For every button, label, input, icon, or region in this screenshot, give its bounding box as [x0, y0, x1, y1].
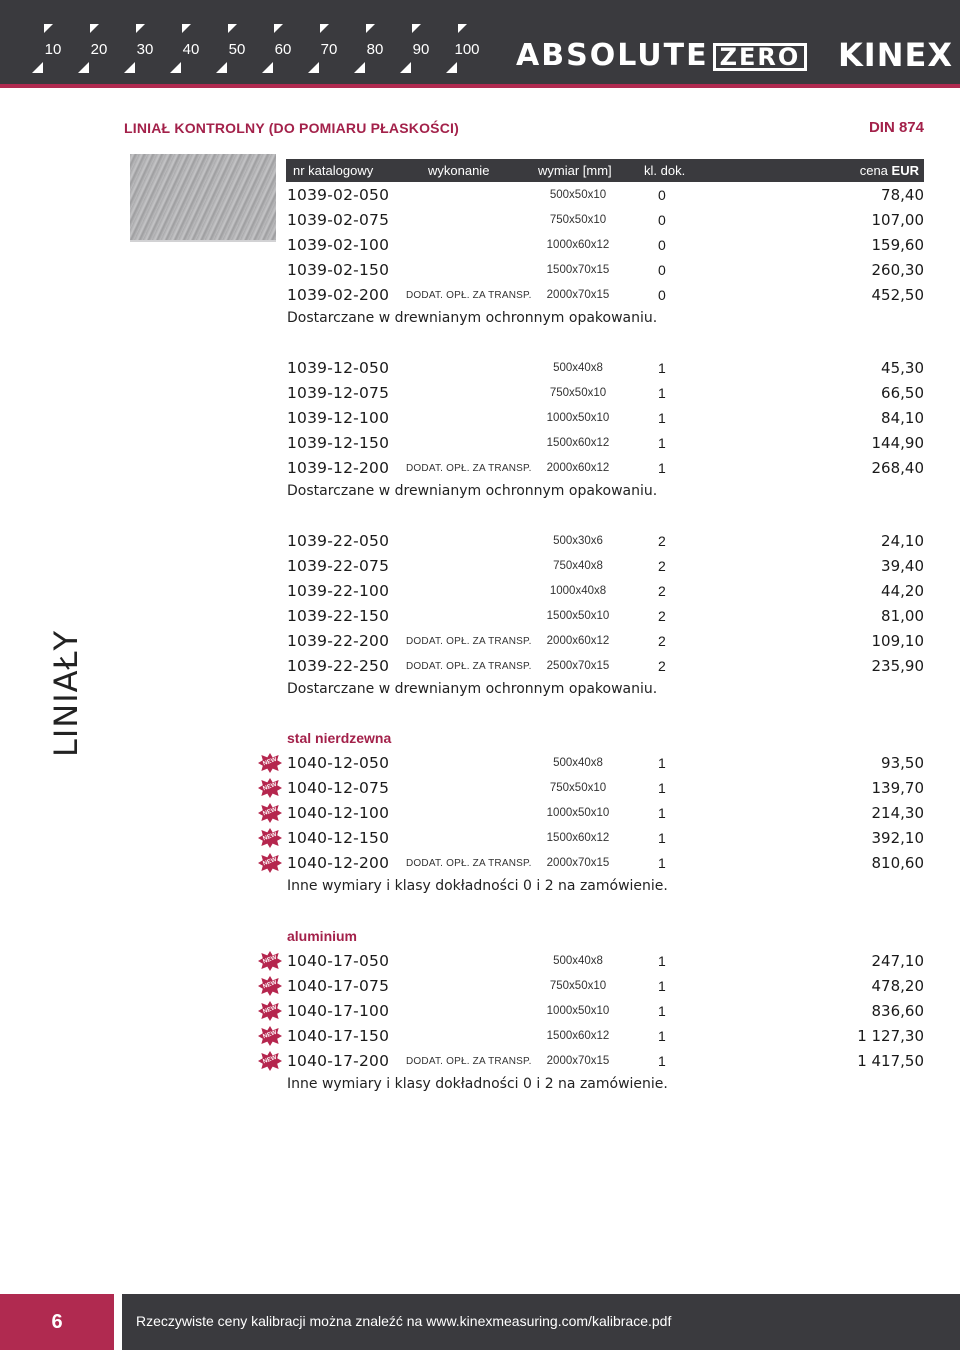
price: 478,20 — [871, 977, 924, 995]
accuracy-class: 0 — [658, 237, 666, 253]
standard-label: DIN 874 — [868, 119, 924, 136]
accuracy-class: 1 — [658, 780, 666, 796]
accuracy-class: 1 — [658, 410, 666, 426]
dimension: 500x40x8 — [553, 362, 603, 374]
price: 159,60 — [871, 236, 924, 254]
table-row — [286, 851, 924, 875]
dimension: 1500x60x12 — [546, 832, 610, 844]
dimension: 2000x70x15 — [546, 289, 610, 301]
execution-note: DODAT. OPŁ. ZA TRANSP. — [406, 463, 532, 474]
catalog-number: 1039-02-050 — [287, 186, 390, 204]
footer — [0, 1294, 960, 1350]
dimension: 1000x60x12 — [546, 239, 610, 251]
catalog-number: 1040-12-050 — [287, 754, 390, 772]
scale-tick — [306, 22, 352, 78]
scale-tick — [398, 22, 444, 78]
dimension: 2500x70x15 — [546, 660, 610, 672]
accuracy-class: 1 — [658, 1028, 666, 1044]
accuracy-class: 1 — [658, 978, 666, 994]
new-badge-label: NEW — [262, 831, 278, 843]
price: 78,40 — [881, 186, 924, 204]
table-row — [286, 1049, 924, 1073]
accuracy-class: 1 — [658, 460, 666, 476]
group-note: Dostarczane w drewnianym ochronnym opakowaniu. — [287, 483, 658, 499]
catalog-number: 1039-02-150 — [287, 261, 390, 279]
new-badge-icon — [258, 1026, 282, 1046]
price: 214,30 — [871, 804, 924, 822]
dimension: 1500x50x10 — [546, 610, 610, 622]
price: 81,00 — [881, 607, 924, 625]
dimension: 2000x60x12 — [546, 635, 610, 647]
new-badge-label: NEW — [262, 954, 278, 966]
table-row — [286, 974, 924, 998]
dimension: 750x50x10 — [549, 387, 607, 399]
table-row — [286, 801, 924, 825]
dimension: 1000x50x10 — [546, 807, 610, 819]
table-row — [286, 579, 924, 603]
scale-tick — [260, 22, 306, 78]
price: 84,10 — [881, 409, 924, 427]
header-accuracy-class: kl. dok. — [644, 163, 686, 178]
group-note: Inne wymiary i klasy dokładności 0 i 2 na zamówienie. — [287, 878, 668, 894]
price: 107,00 — [871, 211, 924, 229]
table-row — [286, 208, 924, 232]
section-title: LINIAŁ KONTROLNY (DO POMIARU PŁASKOŚCI) — [124, 120, 459, 136]
dimension: 1500x60x12 — [546, 1030, 610, 1042]
footer-text: Rzeczywiste ceny kalibracji można znaleźć na www.kinexmeasuring.com/kalibrace.pdf — [136, 1313, 672, 1329]
accuracy-class: 1 — [658, 830, 666, 846]
brand-absolute-text: ABSOLUTE — [516, 38, 709, 73]
scale-tick — [214, 22, 260, 78]
brand-logo-absolute-zero — [516, 40, 807, 72]
scale-number: 80 — [366, 41, 384, 58]
dimension: 500x50x10 — [549, 189, 607, 201]
catalog-number: 1039-02-100 — [287, 236, 390, 254]
price: 452,50 — [871, 286, 924, 304]
price: 66,50 — [881, 384, 924, 402]
new-badge-icon — [258, 853, 282, 873]
table-row — [286, 381, 924, 405]
header-execution: wykonanie — [428, 163, 490, 178]
table-row — [286, 949, 924, 973]
header-catalog-number: nr katalogowy — [293, 163, 374, 178]
dimension: 2000x60x12 — [546, 462, 610, 474]
header-bar — [0, 0, 960, 88]
catalog-number: 1039-12-050 — [287, 359, 390, 377]
accuracy-class: 0 — [658, 187, 666, 203]
new-badge-label: NEW — [262, 781, 278, 793]
price: 139,70 — [871, 779, 924, 797]
catalog-number: 1040-12-150 — [287, 829, 390, 847]
brand-zero-text: ZERO — [713, 43, 808, 71]
scale-tick — [168, 22, 214, 78]
scale-tick — [76, 22, 122, 78]
accuracy-class: 1 — [658, 755, 666, 771]
catalog-number: 1039-02-075 — [287, 211, 390, 229]
accuracy-class: 0 — [658, 212, 666, 228]
accuracy-class: 1 — [658, 953, 666, 969]
execution-note: DODAT. OPŁ. ZA TRANSP. — [406, 661, 532, 672]
subsection-aluminium: aluminium — [287, 928, 358, 944]
group-note: Dostarczane w drewnianym ochronnym opakowaniu. — [287, 681, 658, 697]
accuracy-class: 2 — [658, 558, 666, 574]
dimension: 1000x50x10 — [546, 1005, 610, 1017]
catalog-number: 1040-12-075 — [287, 779, 390, 797]
new-badge-icon — [258, 1001, 282, 1021]
table-header — [286, 159, 924, 182]
table-row — [286, 258, 924, 282]
price: 260,30 — [871, 261, 924, 279]
table-row — [286, 826, 924, 850]
price: 144,90 — [871, 434, 924, 452]
table-row — [286, 999, 924, 1023]
accuracy-class: 1 — [658, 855, 666, 871]
new-badge-label: NEW — [262, 856, 278, 868]
scale-tick — [444, 22, 490, 78]
price: 39,40 — [881, 557, 924, 575]
catalog-number: 1039-22-150 — [287, 607, 390, 625]
dimension: 2000x70x15 — [546, 857, 610, 869]
table-row — [286, 283, 924, 307]
accuracy-class: 1 — [658, 805, 666, 821]
scale-number: 50 — [228, 41, 246, 58]
execution-note: DODAT. OPŁ. ZA TRANSP. — [406, 858, 532, 869]
table-row — [286, 183, 924, 207]
price: 109,10 — [871, 632, 924, 650]
new-badge-icon — [258, 951, 282, 971]
price: 247,10 — [871, 952, 924, 970]
group-note: Dostarczane w drewnianym ochronnym opakowaniu. — [287, 310, 658, 326]
dimension: 2000x70x15 — [546, 1055, 610, 1067]
accuracy-class: 2 — [658, 608, 666, 624]
new-badge-label: NEW — [262, 1054, 278, 1066]
table-row — [286, 431, 924, 455]
accuracy-class: 0 — [658, 287, 666, 303]
new-badge-icon — [258, 976, 282, 996]
price: 24,10 — [881, 532, 924, 550]
table-row — [286, 554, 924, 578]
header-price — [860, 163, 919, 178]
table-row — [286, 776, 924, 800]
dimension: 750x50x10 — [549, 782, 607, 794]
catalog-number: 1039-22-250 — [287, 657, 390, 675]
table-row — [286, 1024, 924, 1048]
new-badge-icon — [258, 778, 282, 798]
dimension: 1500x60x12 — [546, 437, 610, 449]
execution-note: DODAT. OPŁ. ZA TRANSP. — [406, 636, 532, 647]
new-badge-label: NEW — [262, 979, 278, 991]
accuracy-class: 2 — [658, 583, 666, 599]
subsection-stainless-steel: stal nierdzewna — [287, 730, 392, 746]
catalog-number: 1039-12-200 — [287, 459, 390, 477]
accuracy-class: 1 — [658, 1053, 666, 1069]
catalog-number: 1039-12-100 — [287, 409, 390, 427]
accuracy-class: 0 — [658, 262, 666, 278]
catalog-number: 1039-22-075 — [287, 557, 390, 575]
scale-number: 70 — [320, 41, 338, 58]
scale-number: 90 — [412, 41, 430, 58]
header-price-label: cena — [859, 163, 888, 178]
table-row — [286, 406, 924, 430]
brand-logo-kinex: KINEX — [838, 36, 954, 74]
dimension: 750x50x10 — [549, 214, 607, 226]
new-badge-icon — [258, 753, 282, 773]
table-row — [286, 356, 924, 380]
price: 44,20 — [881, 582, 924, 600]
page-number: 6 — [0, 1294, 114, 1350]
catalog-number: 1040-17-100 — [287, 1002, 390, 1020]
execution-note: DODAT. OPŁ. ZA TRANSP. — [406, 290, 532, 301]
header-currency: EUR — [891, 163, 919, 178]
price: 392,10 — [871, 829, 924, 847]
catalog-number: 1039-22-200 — [287, 632, 390, 650]
scale-number: 40 — [182, 41, 200, 58]
dimension: 500x30x6 — [553, 535, 603, 547]
side-category-label: LINIAŁY — [47, 629, 85, 757]
accuracy-class: 1 — [658, 435, 666, 451]
new-badge-icon — [258, 1051, 282, 1071]
scale-number: 60 — [274, 41, 292, 58]
scale-tick — [122, 22, 168, 78]
dimension: 1000x40x8 — [549, 585, 607, 597]
catalog-number: 1040-17-075 — [287, 977, 390, 995]
table-row — [286, 233, 924, 257]
catalog-number: 1040-17-050 — [287, 952, 390, 970]
catalog-number: 1040-12-100 — [287, 804, 390, 822]
dimension: 750x40x8 — [553, 560, 603, 572]
new-badge-label: NEW — [262, 756, 278, 768]
price: 1 417,50 — [857, 1052, 924, 1070]
table-row — [286, 529, 924, 553]
price: 836,60 — [871, 1002, 924, 1020]
catalog-number: 1039-12-150 — [287, 434, 390, 452]
catalog-number: 1039-02-200 — [287, 286, 390, 304]
dimension: 1000x50x10 — [546, 412, 610, 424]
price: 235,90 — [871, 657, 924, 675]
dimension: 500x40x8 — [553, 955, 603, 967]
ruler-scale — [30, 22, 500, 78]
product-photo — [130, 154, 276, 242]
accuracy-class: 2 — [658, 533, 666, 549]
scale-tick — [30, 22, 76, 78]
price: 810,60 — [871, 854, 924, 872]
price: 1 127,30 — [857, 1027, 924, 1045]
catalog-number: 1040-17-200 — [287, 1052, 390, 1070]
table-row — [286, 629, 924, 653]
accuracy-class: 2 — [658, 658, 666, 674]
new-badge-label: NEW — [262, 806, 278, 818]
price: 93,50 — [881, 754, 924, 772]
group-note: Inne wymiary i klasy dokładności 0 i 2 na zamówienie. — [287, 1076, 668, 1092]
header-accent-line — [0, 84, 960, 88]
scale-number: 10 — [44, 41, 62, 58]
execution-note: DODAT. OPŁ. ZA TRANSP. — [406, 1056, 532, 1067]
header-dimension: wymiar [mm] — [538, 163, 612, 178]
scale-number: 30 — [136, 41, 154, 58]
accuracy-class: 2 — [658, 633, 666, 649]
table-row — [286, 654, 924, 678]
table-row — [286, 751, 924, 775]
dimension: 1500x70x15 — [546, 264, 610, 276]
accuracy-class: 1 — [658, 1003, 666, 1019]
new-badge-icon — [258, 803, 282, 823]
price: 45,30 — [881, 359, 924, 377]
new-badge-label: NEW — [262, 1004, 278, 1016]
catalog-number: 1040-17-150 — [287, 1027, 390, 1045]
accuracy-class: 1 — [658, 360, 666, 376]
price: 268,40 — [871, 459, 924, 477]
table-row — [286, 604, 924, 628]
table-row — [286, 456, 924, 480]
new-badge-label: NEW — [262, 1029, 278, 1041]
dimension: 750x50x10 — [549, 980, 607, 992]
dimension: 500x40x8 — [553, 757, 603, 769]
catalog-number: 1039-22-050 — [287, 532, 390, 550]
scale-tick — [352, 22, 398, 78]
scale-number: 20 — [90, 41, 108, 58]
catalog-number: 1039-22-100 — [287, 582, 390, 600]
new-badge-icon — [258, 828, 282, 848]
scale-number: 100 — [454, 41, 480, 58]
accuracy-class: 1 — [658, 385, 666, 401]
catalog-number: 1039-12-075 — [287, 384, 390, 402]
catalog-number: 1040-12-200 — [287, 854, 390, 872]
